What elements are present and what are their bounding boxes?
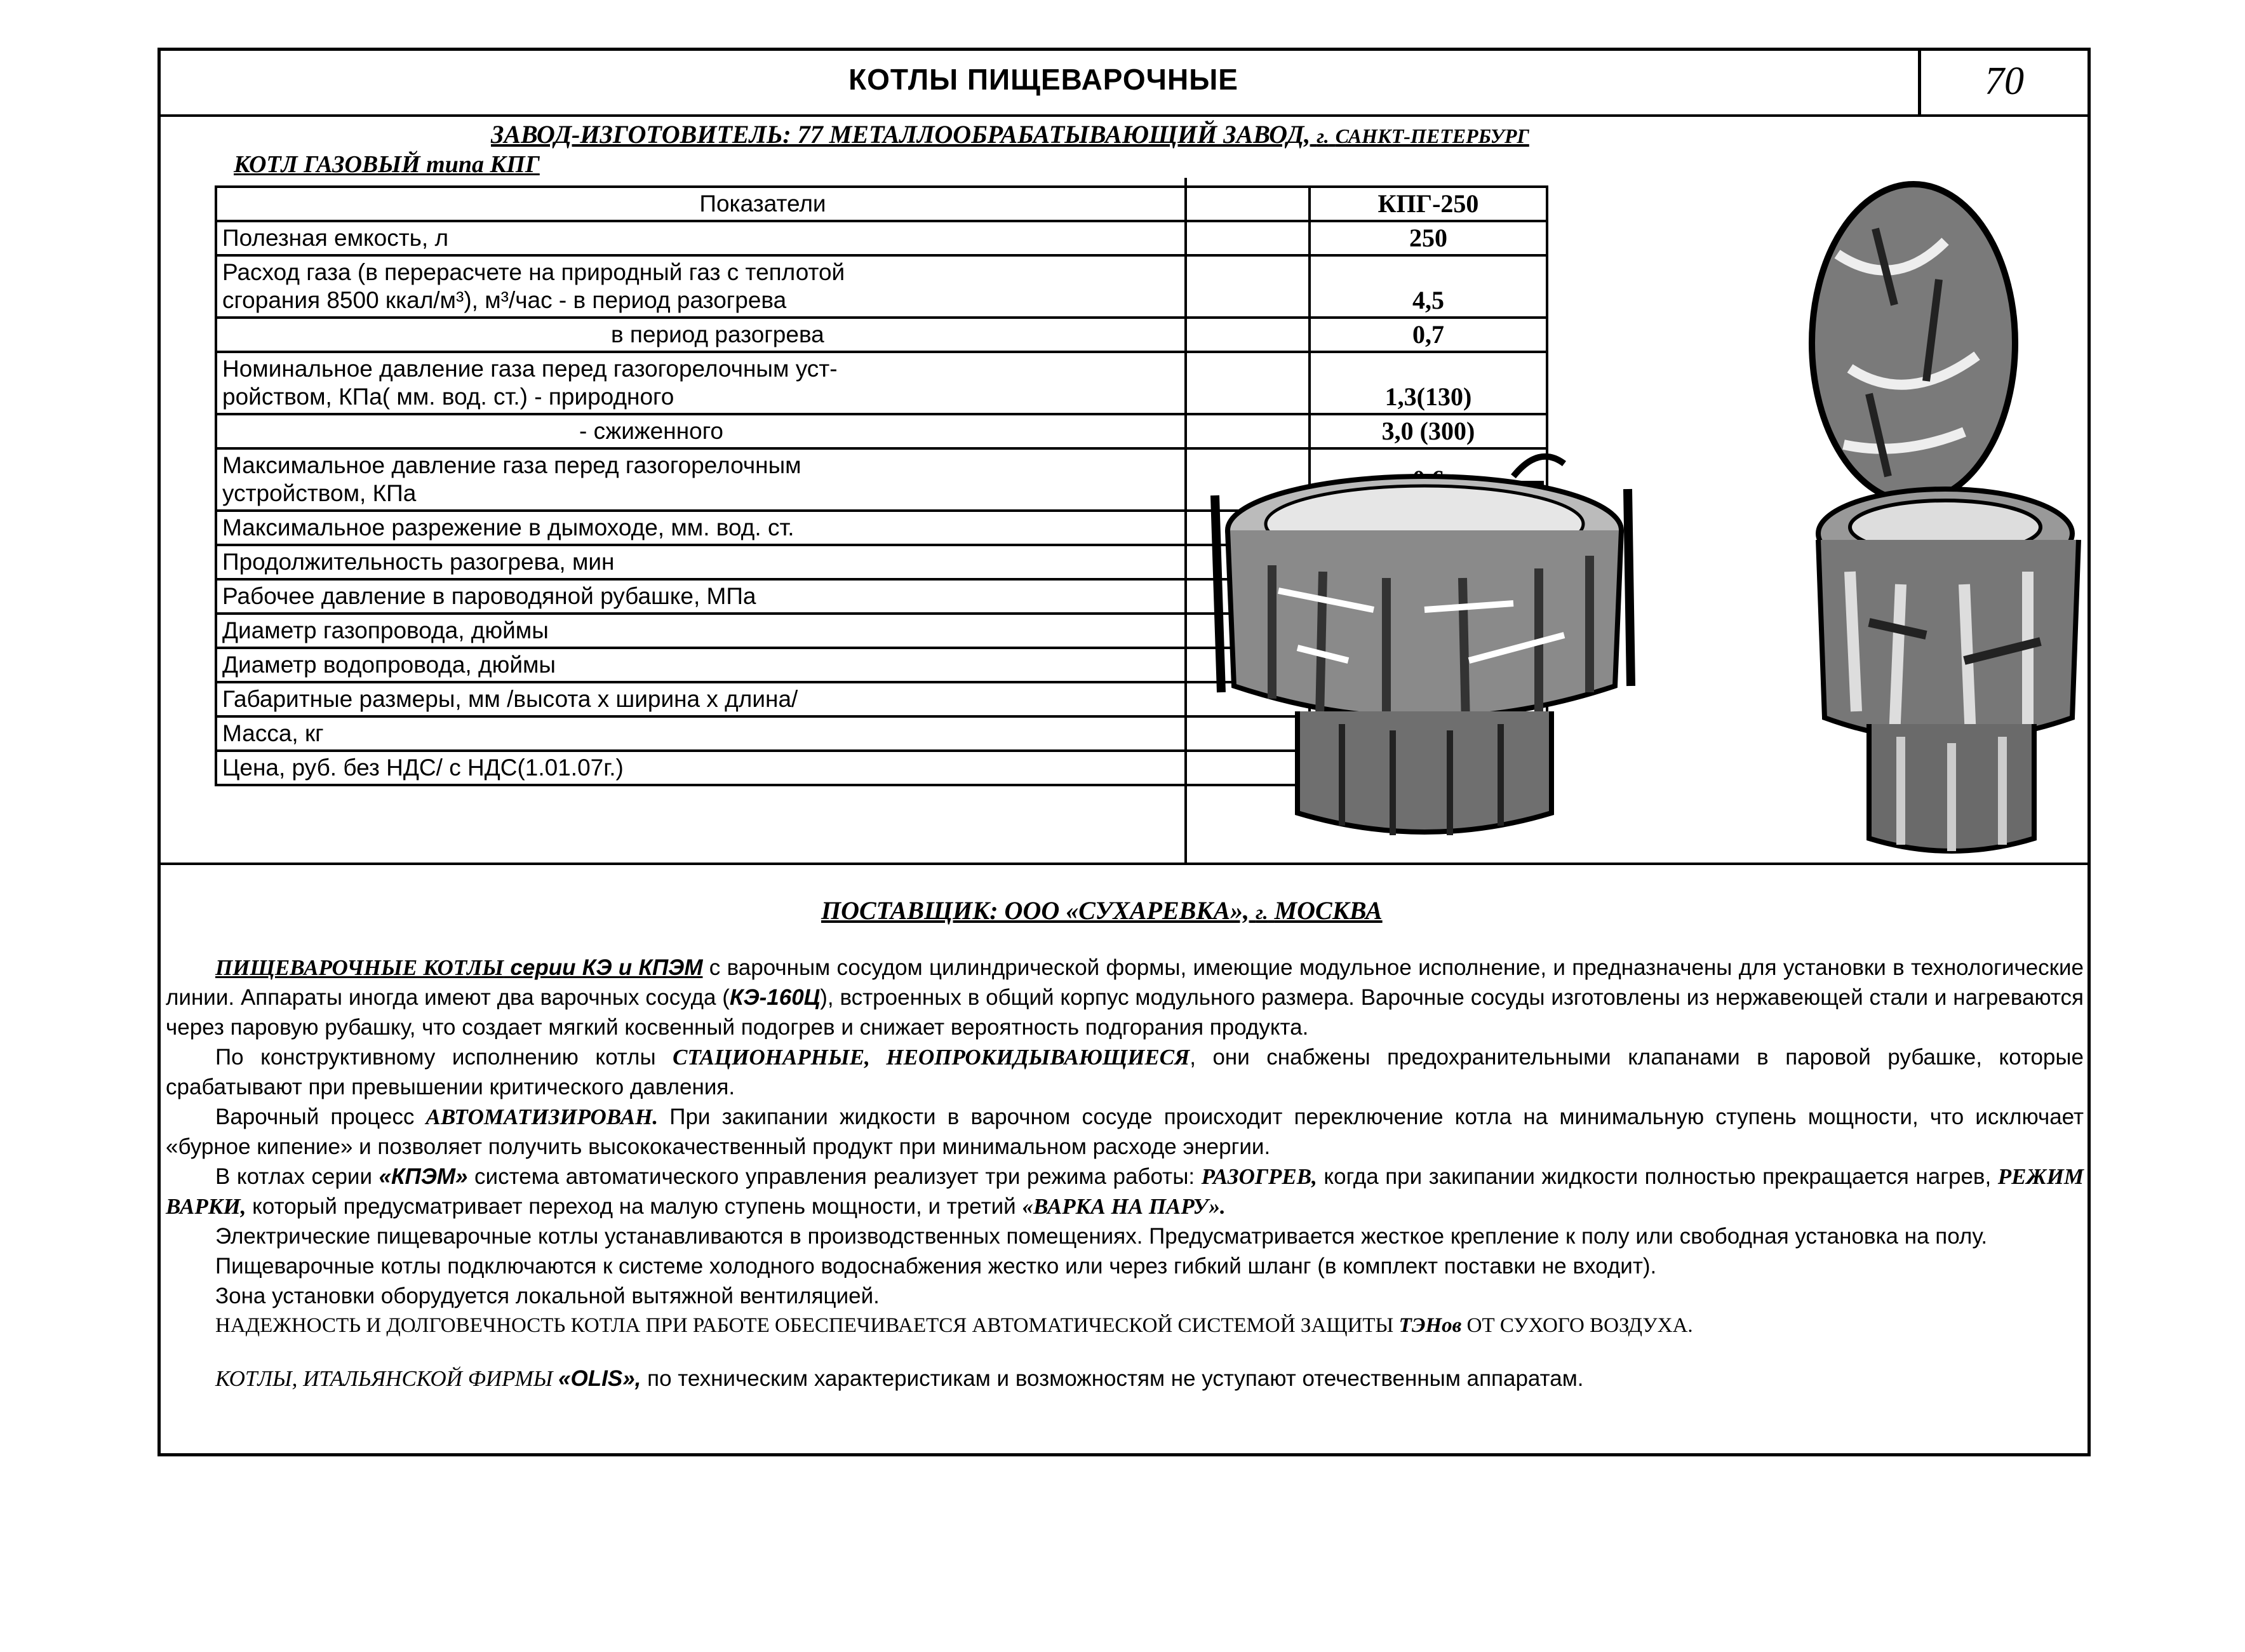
- supplier-city: МОСКВА: [1274, 896, 1383, 925]
- manufacturer-city-prefix: г.: [1317, 124, 1329, 147]
- paragraph-text: В котлах серии: [215, 1164, 379, 1189]
- page-number: 70: [1918, 51, 2088, 114]
- param-line: ройством, КПа( мм. вод. ст.) - природного: [222, 384, 674, 410]
- param-line: Номинальное давление газа перед газогорелочным уст-: [222, 356, 838, 382]
- param-cell: Рабочее давление в пароводяной рубашке, МПа: [216, 579, 1310, 614]
- table-row: [216, 318, 1547, 352]
- param-cell: Диаметр газопровода, дюймы: [216, 614, 1310, 648]
- paragraph-text: система автоматического управления реализует три режима работы:: [467, 1164, 1202, 1189]
- supplier-city-prefix: г.: [1256, 901, 1268, 923]
- paragraph: Зона установки оборудуется локальной вытяжной вентиляцией.: [215, 1284, 880, 1308]
- paragraph: Электрические пищеварочные котлы устанавливаются в производственных помещениях. Предусматривается жесткое крепление к полу или свободная установка на полу.: [215, 1224, 1988, 1249]
- param-cell: Полезная емкость, л: [216, 221, 1310, 255]
- section-divider: [161, 863, 2088, 865]
- param-cell: Максимальное разрежение в дымоходе, мм. вод. ст.: [216, 511, 1310, 545]
- paragraph-text: когда при закипании жидкости полностью прекращается нагрев,: [1317, 1164, 1998, 1189]
- table-row: [216, 255, 1547, 318]
- param-cell: Диаметр водопровода, дюймы: [216, 648, 1310, 682]
- emphasis-term: ТЭНов: [1398, 1314, 1462, 1337]
- page-title: КОТЛЫ ПИЩЕВАРОЧНЫЕ: [848, 63, 1238, 96]
- param-cell: Цена, руб. без НДС/ с НДС(1.01.07г.): [216, 751, 1310, 785]
- spacer: [166, 1341, 2084, 1364]
- paragraph-text: , они снабжены предохранительными клапанами в паровой рубашке, которые срабатывают при превышении критического давления.: [166, 1045, 2084, 1099]
- header: [161, 51, 2088, 117]
- paragraph-text: По конструктивному исполнению котлы: [215, 1045, 673, 1070]
- param-line: Расход газа (в перерасчете на природный газ с теплотой: [222, 259, 845, 285]
- value-cell: 1,3(130): [1310, 352, 1547, 414]
- param-cell: [216, 255, 1310, 318]
- col-header-model: КПГ-250: [1310, 187, 1547, 221]
- product-subtitle: КОТЛ ГАЗОВЫЙ типа КПГ: [234, 151, 540, 178]
- open-kettle-photo: [1799, 178, 2091, 864]
- paragraph-text: с варочным сосудом цилиндрической формы, имеющие модульное исполнение, и предназначены для установки в технологические линии. Аппараты иногда имеют два варочных сосуда (: [166, 955, 2084, 1010]
- paragraph: Пищеварочные котлы подключаются к системе холодного водоснабжения жестко или через гибкий шланг (в комплект поставки не входит).: [215, 1254, 1657, 1279]
- paragraph-text: ОТ СУХОГО ВОЗДУХА.: [1461, 1314, 1693, 1337]
- paragraph-text: по техническим характеристикам и возможностям не уступают отечественным аппаратам.: [641, 1366, 1584, 1391]
- page-frame: [157, 48, 2091, 1456]
- emphasis-term: АВТОМАТИЗИРОВАН.: [426, 1105, 659, 1129]
- supplier-name: ПОСТАВЩИК: ООО «СУХАРЕВКА»,: [821, 896, 1250, 925]
- description-text: [166, 953, 2084, 1393]
- manufacturer-city: САНКТ-ПЕТЕРБУРГ: [1335, 124, 1529, 147]
- col-header-param: Показатели: [216, 187, 1310, 221]
- mode-term: «ВАРКА НА ПАРУ».: [1022, 1194, 1226, 1219]
- table-row: [216, 352, 1547, 414]
- paragraph-text: который предусматривает переход на малую ступень мощности, и третий: [246, 1194, 1022, 1219]
- value-cell: 0,7: [1310, 318, 1547, 352]
- param-line: Максимальное давление газа перед газогорелочным: [222, 452, 801, 478]
- manufacturer-name: ЗАВОД-ИЗГОТОВИТЕЛЬ: 77 МЕТАЛЛООБРАБАТЫВАЮЩИЙ ЗАВОД,: [491, 120, 1311, 149]
- param-cell: - сжиженного: [216, 414, 1310, 448]
- param-line: сгорания 8500 ккал/м³), м³/час - в период разогрева: [222, 287, 787, 313]
- series-term: «КПЭМ»: [379, 1164, 468, 1189]
- paragraph-text: НАДЕЖНОСТЬ И ДОЛГОВЕЧНОСТЬ КОТЛА ПРИ РАБОТЕ ОБЕСПЕЧИВАЕТСЯ АВТОМАТИЧЕСКОЙ СИСТЕМОЙ ЗАЩИТЫ: [215, 1314, 1399, 1337]
- model-term: КЭ-160Ц: [729, 985, 821, 1010]
- param-cell: Масса, кг: [216, 716, 1310, 751]
- value-cell: 4,5: [1310, 255, 1547, 318]
- paragraph: [166, 1102, 2084, 1162]
- param-line: устройством, КПа: [222, 480, 417, 506]
- emphasis-term: СТАЦИОНАРНЫЕ, НЕОПРОКИДЫВАЮЩИЕСЯ: [673, 1045, 1190, 1070]
- mode-term: РАЗОГРЕВ,: [1201, 1164, 1317, 1189]
- table-row: [216, 221, 1547, 255]
- paragraph: [166, 1162, 2084, 1221]
- param-cell: Габаритные размеры, мм /высота х ширина х длина/: [216, 682, 1310, 716]
- supplier-line: [821, 896, 1383, 925]
- paragraph-text: При закипании жидкости в варочном сосуде происходит переключение котла на минимальную ступень мощности, что исключает «бурное кипение» и позволяет получить высококачественный продукт при минимальном расходе энергии.: [166, 1105, 2084, 1159]
- paragraph: [166, 1364, 2084, 1393]
- brand-term: «OLIS»,: [558, 1366, 641, 1391]
- manufacturer-line: [491, 119, 1926, 149]
- lead-term: ПИЩЕВАРОЧНЫЕ КОТЛЫ: [215, 955, 504, 980]
- series-term: серии КЭ и КПЭМ: [504, 955, 703, 980]
- company-term: КОТЛЫ, ИТАЛЬЯНСКОЙ ФИРМЫ: [215, 1366, 559, 1391]
- value-cell: 3,0 (300): [1310, 414, 1547, 448]
- paragraph: [166, 953, 2084, 1042]
- mode-term: РЕЖИМ ВАРКИ,: [166, 1164, 2084, 1219]
- closed-kettle-photo: [1183, 419, 1736, 857]
- paragraph-text: ), встроенных в общий корпус модульного размера. Варочные сосуды изготовлены из нержавеющей стали и нагреваются через паровую рубашку, что создает мягкий косвенный подогрев и снижает вероятность подгорания продукта.: [166, 985, 2084, 1040]
- param-cell: [216, 352, 1310, 414]
- table-header-row: [216, 187, 1547, 221]
- param-cell: в период разогрева: [216, 318, 1310, 352]
- value-cell: 250: [1310, 221, 1547, 255]
- paragraph: [166, 1042, 2084, 1102]
- param-cell: [216, 448, 1310, 511]
- param-cell: Продолжительность разогрева, мин: [216, 545, 1310, 579]
- paragraph: [166, 1311, 2084, 1341]
- paragraph-text: Варочный процесс: [215, 1105, 426, 1129]
